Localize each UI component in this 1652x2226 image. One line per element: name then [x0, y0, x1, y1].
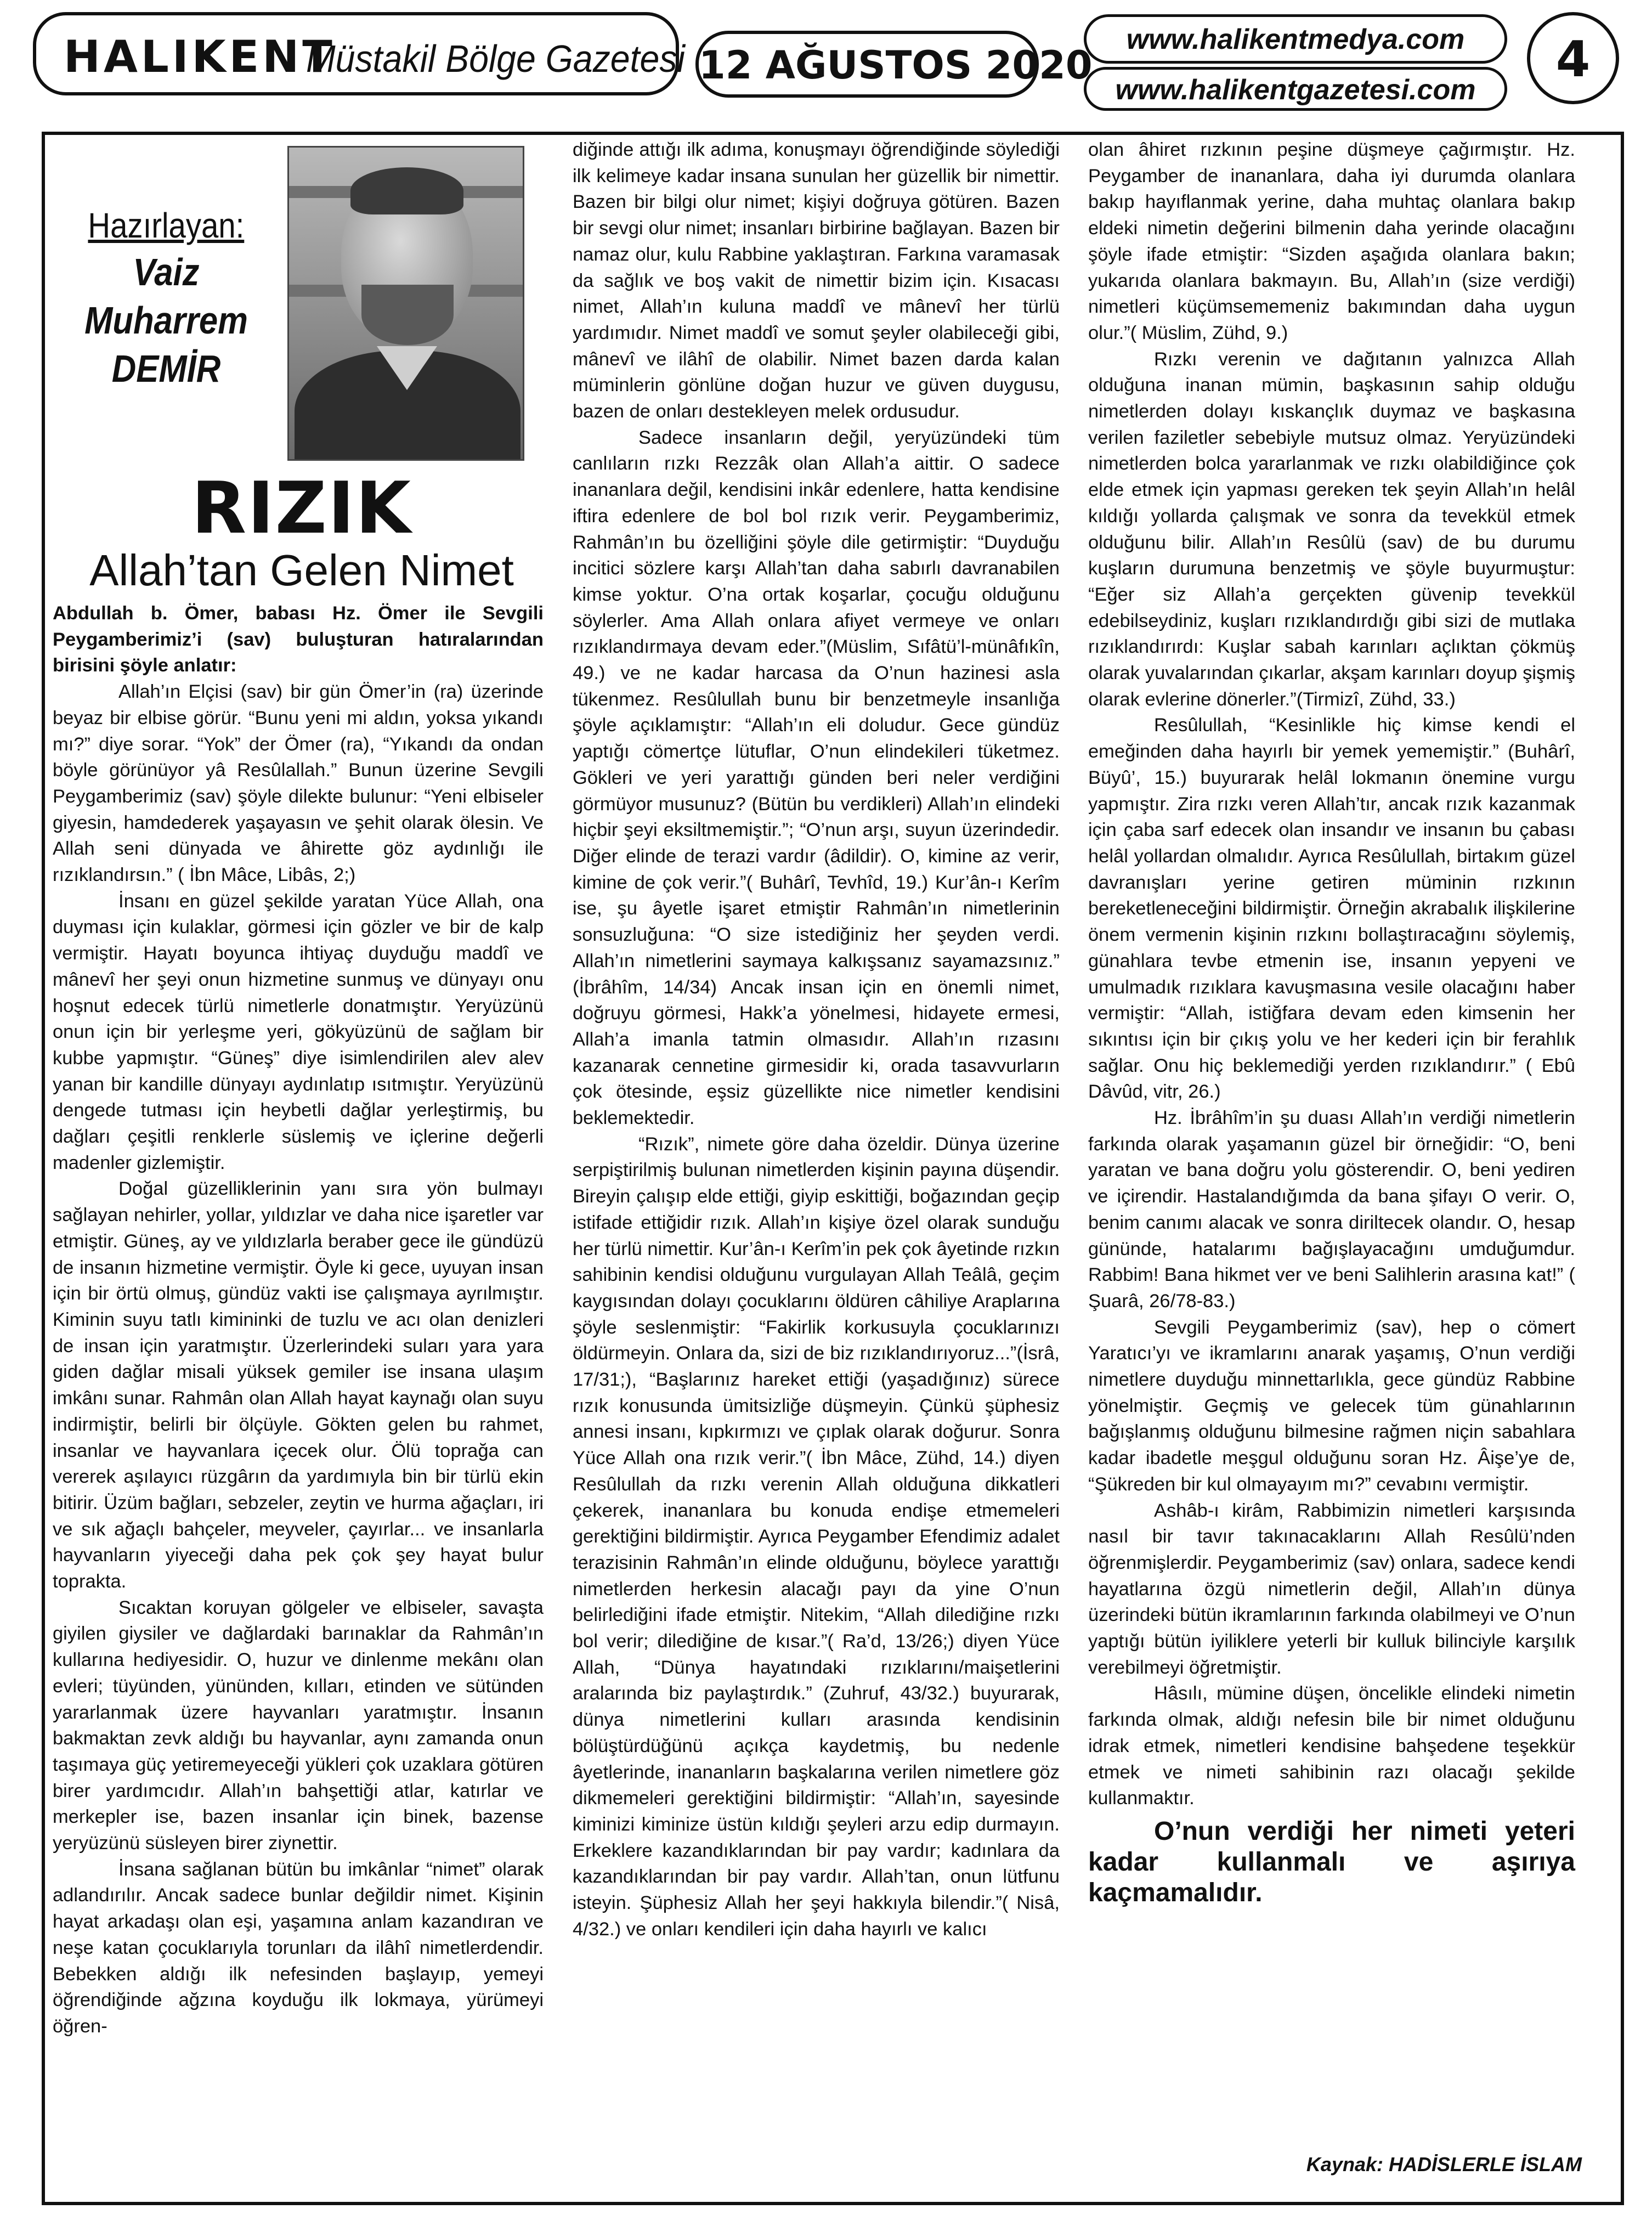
issue-date-box	[695, 31, 1093, 98]
article-paragraph: Sadece insanların değil, yeryüzündeki tüm canlıların rızkı Rezzâk olan Allah’a aittir. O sadece inananlara değil, kendisini inkâr edenlere, hatta kendisine iftira edenlere de bol bol rızık verir. Peygamberimiz, Rahmân’ın bu özelliğini şöyle dile getirmiştir: “Duyduğu incitici sözlere karşı Allah’tan daha sabırlı davranabilen kimse yoktur. O’na ortak koşarlar, çocuğu olduğunu söylerler. Ama Allah onlara afiyet vermeye ve onları rızıklandırmaya devam eder.”(Müslim, Sıfâtü’l-münâfıkîn, 49.) ve ne kadar harcasa da O’nun hazinesi asla tükenmez. Resûlullah bunu bir benzetmeyle insanlığa şöyle açıklamıştır: “Allah’ın eli doludur. Gece gündüz yaptığı cömertçe lütuflar, O’nun elindekileri tüketmez. Gökleri ve yeri yarattığı günden beri neler verdiğini görmüyor musunuz? (Bütün bu verdikleri) Allah’ın elindeki hiçbir şeyi eksiltmemiştir.”; “O’nun arşı, suyun üzerindedir. Diğer elinde de terazi vardır (âdildir). O, kimine az verir, kimine de çok verir.”( Buhârî, Tevhîd, 19.) Kur’ân-ı Kerîm ise, şu âyetle işaret etmiştir Rahmân’ın nimetlerinin sonsuzluğuna: “O size istediğiniz her şeyden verdi. Allah’ın nimetlerini saymaya kalkışsanız sayamazsınız.” (İbrâhîm, 14/34) Ancak insan için en önemli nimet, doğruyu görmesi, Hakk’a yönelmesi, hidayete ermesi, Allah’a imanla tatmin olmasıdır. Allah’ın rızasını kazanarak cennetine girmesidir ki, orada tasavvurların çok ötesinde, eşsiz güzellikte nice nimetler kendisini beklemektedir.	[573, 427, 1060, 1129]
website-link-2[interactable]: www.halikentgazetesi.com	[1084, 67, 1507, 111]
masthead	[33, 12, 685, 95]
article-paragraph: Ashâb-ı kirâm, Rabbimizin nimetleri karşısında nasıl bir tavır takınacaklarını Allah Resûlü’nden öğrenmişlerdir. Peygamberimiz (sav) onlara, sadece kendi hayatlarına özgü nimetlerin değil, Allah’ın dünya üzerindeki bütün ikramlarının farkında olabilmeyi ve O’nun yaptığı bütün iyiliklere yeterli bir kulluk bilinciyle karşılık verebilmeyi öğretmiştir.	[1088, 1500, 1575, 1678]
article-paragraph: Sıcaktan koruyan gölgeler ve elbiseler, savaşta giyilen giysiler ve dağlardaki barınaklar da Rahmân’ın kullarına hediyesidir. O, huzur ve dinlenme mekânı olan evleri; tüyünden, yününden, kılları, etinden ve sütünden yararlanmak üzere hayvanları yaratmıştır. İnsanın bakmaktan zevk aldığı bu hayvanlar, aynı zamanda onun taşımaya güç yetiremeyeceği yükleri çok uzaklara götüren birer yardımcıdır. Allah’ın bahşettiği atlar, katırlar ve merkepler ise, bazen insanlar için binek, bazense yeryüzünü süsleyen birer ziynettir.	[53, 1597, 544, 1854]
article-subheadline: Allah’tan Gelen Nimet	[89, 546, 514, 595]
author-byline	[59, 203, 273, 393]
article-paragraph: diğinde attığı ilk adıma, konuşmayı öğrendiğinde söylediği ilk kelimeye kadar insana sunulan her güzellik bir nimettir. Bazen bir bilgi olur nimet; kişiyi doğruya götüren. Bazen bir sevgi olur nimet; insanları birbirine bağlayan. Bazen bir namaz olur, kulu Rabbine yaklaştıran. Farkına varamasak da sağlık ve boş vakit de nimettir bizim için. Kısacası nimet, Allah’ın kuluna maddî ve mânevî her türlü yardımıdır. Nimet maddî ve somut şeyler olabileceği gibi, mânevî ve ilâhî de olabilir. Nimet bazen darda kalan müminlerin gönlüne doğan huzur ve güven duygusu, bazen de onları destekleyen melek ordusudur.	[573, 139, 1060, 422]
website-link-1[interactable]: www.halikentmedya.com	[1084, 14, 1507, 64]
article-paragraph: Sevgili Peygamberimiz (sav), hep o cömert Yaratıcı’yı ve ikramlarını anarak yaşamış, O’nun verdiği nimetlere duyduğu minnettarlıkla, gece gündüz Rabbine yönelmiştir. Geçmiş ve gelecek tüm günahlarının bağışlanmış olduğunu bilmesine rağmen niçin sabahlara kadar ibadetle meşgul olduğunu soran Hz. Âişe’ye de, “Şükreden bir kul olmayayım mı?” cevabını vermiştir.	[1088, 1317, 1575, 1495]
article-paragraph: Abdullah b. Ömer, babası Hz. Ömer ile Sevgili Peygamberimiz’i (sav) buluşturan hatıralarından birisini şöyle anlatır:	[53, 603, 544, 676]
article-paragraph: olan âhiret rızkının peşine düşmeye çağırmıştır. Hz. Peygamber de inananlara, daha iyi durumda olanlara bakıp hayıflanmak yerine, daha muhtaç olanlara bakıp eldeki nimetin değerini bilmenin daha yerinde olacağını şöyle ifade etmiştir: “Sizden aşağıda olanlara bakın; yukarıda olanlara bakmayın. Bu, Allah’ın (size verdiği) nimetleri küçümsememeniz bakımından daha uygun olur.”( Müslim, Zühd, 9.)	[1088, 139, 1575, 343]
article-column-3	[1088, 137, 1575, 1908]
photo-beard	[361, 285, 454, 345]
article-headline: RIZIK	[191, 466, 412, 550]
article-column-1	[53, 601, 544, 2040]
issue-date: 12 AĞUSTOS 2020	[699, 43, 1093, 88]
article-paragraph: İnsanı en güzel şekilde yaratan Yüce Allah, ona duyması için kulaklar, görmesi için gözler ve bir de kalp vermiştir. Hayatı boyunca ihtiyaç duyduğu maddî ve mânevî her şeyi onun hizmetine sunmuş ve dünyayı onu hoşnut edecek türlü nimetlerle donatmıştır. Yeryüzünü onun için bir yerleşme yeri, gökyüzünü de sağlam bir kubbe yapmıştır. “Güneş” diye isimlendirilen alev alev yanan bir kandille dünyayı aydınlatıp ısıtmıştır. Yeryüzünü dengede tutması için heybetli dağlar yerleştirmiş, bu dağları çeşitli renklerle süslemiş ve içlerine değerli madenler gizlemiştir.	[53, 890, 544, 1173]
article-paragraph: Resûlullah, “Kesinlikle hiç kimse kendi el emeğinden daha hayırlı bir yemek yememiştir.” (Buhârî, Büyû’, 15.) buyurarak helâl lokmanın önemine vurgu yapmıştır. Zira rızkı veren Allah’tır, ancak rızık kazanmak için çaba sarf edecek olan insandır ve insanın bu çabası helâl yollardan olmalıdır. Ayrıca Resûlullah, birtakım güzel davranışları yerine getiren müminin rızkının bereketleneceğini bildirmiştir. Örneğin akrabalık ilişkilerine önem vermenin kişinin rızkını bollaştıracağını söylemiş, günahlara tevbe etmenin ise, insanın yepyeni ve umulmadık rızıklara kavuşmasına vesile olacağını haber vermiştir: “Allah, istiğfara devam eden kimsenin her sıkıntısı için bir çıkış yolu ve her kederi için bir ferahlık sağlar. Onu hiç beklemediği yerden rızıklandırır.” ( Ebû Dâvûd, vitr, 26.)	[1088, 715, 1575, 1103]
article-paragraph: Hz. İbrâhîm’in şu duası Allah’ın verdiği nimetlerin farkında olarak yaşamanın güzel bir örneğidir: “O, beni yaratan ve bana doğru yolu gösterendir. O, beni yediren ve içirendir. Hastalandığımda da bana şifayı O verir. O, benim canımı alacak ve sonra diriltecek olandır. O, hesap gününde, hatalarımı bağışlayacağını umduğumdur. Rabbim! Bana hikmet ver ve beni Salihlerin arasına kat!” ( Şuarâ, 26/78-83.)	[1088, 1108, 1575, 1312]
author-title: Vaiz	[133, 251, 200, 293]
article-column-2	[573, 137, 1060, 1943]
page-number-badge	[1527, 12, 1619, 104]
article-paragraph: “Rızık”, nimete göre daha özeldir. Dünya üzerine serpiştirilmiş bulunan nimetlerden kişinin payına düşendir. Bireyin çalışıp elde ettiği, giyip eskittiği, boğazından geçip istifade ettiğidir rızık. Allah’ın kişiye özel olarak sunduğu her türlü nimettir. Kur’ân-ı Kerîm’in pek çok âyetinde rızkın sahibinin kendisi olduğunu vurgulayan Allah Teâlâ, geçim kaygısından dolayı çocuklarını öldüren câhiliye Araplarına şöyle seslenmiştir: “Fakirlik korkusuyla çocuklarınızı öldürmeyin. Onlara da, sizi de biz rızıklandırıyoruz...”(İsrâ, 17/31;), “Başlarınız hareket ettiği (yaşadığınız) sürece rızık konusunda ümitsizliğe düşmeyin. Çünkü şüphesiz annesi insanı, kıpkırmızı ve çıplak olarak doğurur. Sonra Yüce Allah ona rızık verir.”( İbn Mâce, Zühd, 14.) diyen Resûlullah da rızkı verenin Allah olduğuna dikkatleri çekerek, inananlara bu konuda endişe etmemeleri gerektiğini bildirmiştir. Ayrıca Peygamber Efendimiz adalet terazisinin Rahmân’ın elinde olduğunu, böylece yarattığı nimetlerden herkesin alacağı payı da yine O’nun belirlediğini ifade etmiştir. Nitekim, “Allah dilediğine rızkı bol verir; dilediğine de kısar.”( Ra’d, 13/26;) diyen Yüce Allah, “Dünya hayatındaki rızıklarını/maişetlerini aralarında biz paylaştırdık.” (Zuhruf, 43/32.) buyurarak, dünya nimetlerini kulları arasında kendisinin bölüştürdüğünü açıkça kaydetmiş, bu nedenle âyetlerinde, inananların başkalarına verilen nimetlere göz dikmemeleri gerektiğini bildirmiştir: “Allah’ın, sayesinde kiminizi kiminize üstün kıldığı şeyleri arzu edip durmayın. Erkeklere kazandıklarından bir pay vardır; kadınlara da kazandıklarından bir pay vardır. Allah’tan, onun lütfunu isteyin. Şüphesiz Allah her şeyi hakkıyla bilendir.”( Nisâ, 4/32.) ve onları kendileri için daha hayırlı ve kalıcı	[573, 1133, 1060, 1940]
page-number: 4	[1555, 31, 1591, 88]
photo-hair	[350, 167, 463, 214]
byline-label: Hazırlayan:	[88, 206, 245, 245]
article-paragraph: Allah’ın Elçisi (sav) bir gün Ömer’in (ra) üzerinde beyaz bir elbise görür. “Bunu yeni mi aldın, yoksa yıkandı mı?” diye sorar. “Yok” der Ömer (ra), “Yıkandı da ondan böyle görünüyor yâ Resûlallah.” Bunun üzerine Sevgili Peygamberimiz (sav) şöyle dilekte bulunur: “Yeni elbiseler giyesin, hamdederek yaşayasın ve şehit olarak ölesin. Ve Allah seni dünyada ve âhirette göz aydınlığı ile rızıklandırsın.” ( İbn Mâce, Libâs, 2;)	[53, 681, 544, 886]
article-source: Kaynak: HADİSLERLE İSLAM	[1306, 2153, 1582, 2176]
article-paragraph: Rızkı verenin ve dağıtanın yalnızca Allah olduğuna inanan mümin, başkasının sahip olduğu nimetlerden dolayı kıskançlık duymaz ve başkasına verilen faziletler sebebiyle mutsuz olmaz. Yeryüzündeki nimetlerden bolca yararlanmak ve rızkı olabildiğince çok elde etmek için yapması gereken tek şeyin Allah’ın helâl kıldığı yollarda çalışmak ve sonra da tevekkül etmek olduğunu bilir. Allah’ın Resûlü (sav) de bu durumu kuşların durumuna benzetmiş ve şöyle buyurmuştur: “Eğer siz Allah’a gerçekten güvenip tevekkül edebilseydiniz, kuşları rızıklandırdığı gibi sizi de mutlaka rızıklandırırdı: Kuşlar sabah karınları açlıktan çökmüş olarak yuvalarından çıkarlar, akşam karınları doyup şişmiş olarak evlerine dönerler.”(Tirmizî, Zühd, 33.)	[1088, 348, 1575, 710]
author-last-name: DEMİR	[111, 347, 221, 390]
closing-statement: O’nun verdiği her nimeti yeteri kadar kullanmalı ve aşırıya kaçmamalıdır.	[1088, 1817, 1575, 1907]
newspaper-subtitle: Müstakil Bölge Gazetesi	[306, 37, 685, 80]
author-first-name: Muharrem	[84, 299, 248, 342]
article-paragraph: Hâsılı, mümine düşen, öncelikle elindeki nimetin farkında olmak, aldığı nefesin bile bir nimet olduğunu idrak etmek, nimetleri kendisine bahşedene teşekkür etmek ve nimeti sahibinin razı olacağı şekilde kullanmaktır.	[1088, 1683, 1575, 1809]
newspaper-brand: HALIKENT	[64, 31, 336, 82]
author-photo	[287, 146, 524, 461]
article-paragraph: İnsana sağlanan bütün bu imkânlar “nimet” olarak adlandırılır. Ancak sadece bunlar değildir nimet. Kişinin hayat arkadaşı olan eşi, yaşamına anlam kazandıran ve neşe katan çocuklarıyla torunları da ilâhî nimetlerdendir. Bebekken aldığı ilk nefesinden başlayıp, yemeyi öğrendiğinde ağzına koyduğu ilk lokmaya, yürümeyi öğren-	[53, 1858, 544, 2037]
article-paragraph: Doğal güzelliklerinin yanı sıra yön bulmayı sağlayan nehirler, yollar, yıldızlar ve daha nice işaretler var etmiştir. Güneş, ay ve yıldızlarla beraber gece ile gündüzü de insanın hizmetine vermiştir. Öyle ki gece, uyuyan insan için bir örtü olmuş, gündüz vakti ise çalışmaya ayrılmıştır. Kiminin suyu tatlı kimininki de tuzlu ve acı olan denizleri de insan için yaratmıştır. Üzerlerindeki suları yara yara giden dağlar misali yüksek gemiler ise insana ulaşım imkânı sunar. Rahmân olan Allah hayat kaynağı olan suyu indirmiştir, belirli bir ölçüyle. Gökten gelen bu rahmet, insanlar ve hayvanlara içecek olur. Ölü toprağa can vererek aşılayıcı rüzgârın da yardımıyla bin bir türlü ekin bitirir. Üzüm bağları, sebzeler, zeytin ve hurma ağaçları, iri ve sık ağaçlı bahçeler, meyveler, çayırlar... ve insanlarla hayvanların yiyeceği daha pek çok şey hayat bulur toprakta.	[53, 1178, 544, 1592]
